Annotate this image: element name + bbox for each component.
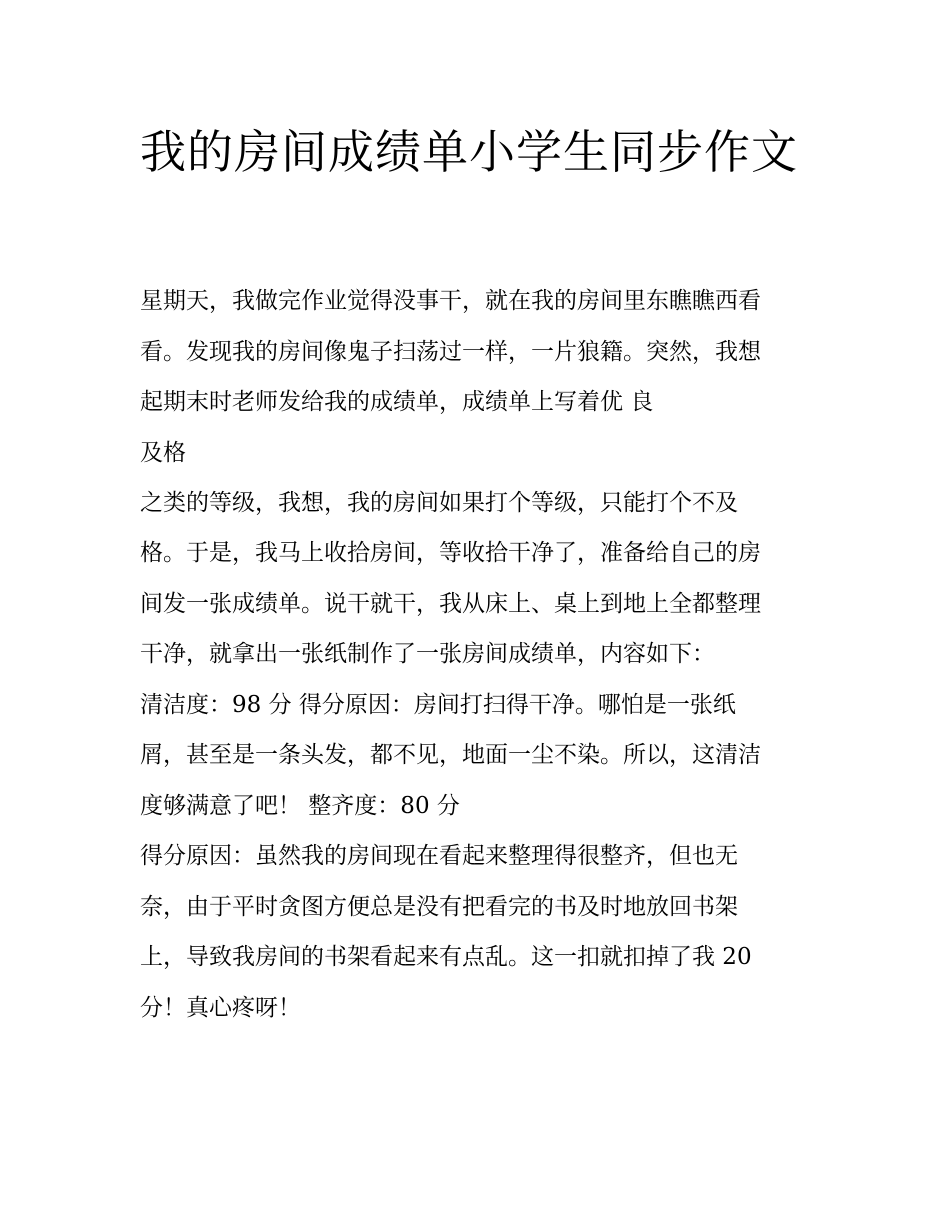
body-line-10: 屑，甚至是一条头发，都不见，地面一尘不染。所以，这清洁 [140, 742, 761, 768]
body-line-2: 看。发现我的房间像鬼子扫荡过一样，一片狼籍。突然，我想 [140, 339, 761, 365]
body-line-7: 间发一张成绩单。说干就干，我从床上、桌上到地上全都整理 [140, 591, 761, 617]
body-line-3: 起期末时老师发给我的成绩单，成绩单上写着优 良 [140, 389, 654, 415]
body-line-5: 之类的等级，我想，我的房间如果打个等级，只能打个不及 [140, 490, 738, 516]
body-line-13: 奈，由于平时贪图方便总是没有把看完的书及时地放回书架 [140, 894, 738, 920]
body-line-12: 得分原因：虽然我的房间现在看起来整理得很整齐，但也无 [140, 843, 738, 869]
body-line-6: 格。于是，我马上收拾房间，等收拾干净了，准备给自己的房 [140, 540, 761, 566]
body-line-11: 度够满意了吧！ 整齐度：80 分 [140, 793, 460, 819]
body-line-15: 分！真心疼呀！ [140, 995, 301, 1021]
body-line-4: 及格 [140, 440, 186, 466]
body-line-8: 干净，就拿出一张纸制作了一张房间成绩单，内容如下： [140, 641, 715, 667]
body-line-1: 星期天，我做完作业觉得没事干，就在我的房间里东瞧瞧西看 [140, 288, 761, 314]
body-line-14: 上，导致我房间的书架看起来有点乱。这一扣就扣掉了我 20 [140, 944, 752, 970]
document-title: 我的房间成绩单小学生同步作文 [140, 125, 798, 179]
body-line-9: 清洁度：98 分 得分原因：房间打扫得干净。哪怕是一张纸 [140, 692, 736, 718]
